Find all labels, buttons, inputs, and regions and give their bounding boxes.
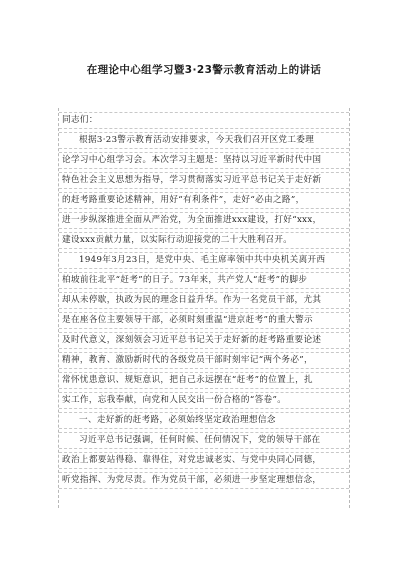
document-title: 在理论中心组学习暨3·23警示教育活动上的讲话 (86, 64, 322, 76)
text-line: 政治上都要站得稳、靠得住，对党忠诚老实、与党中央同心同德， (59, 452, 349, 469)
text-line: 柏坡前往北平“赶考”的日子。73年来，共产党人“赶考”的脚步 (59, 272, 349, 289)
text-line: 及时代意义，深刻领会习近平总书记关于走好新的赶考路重要论述 (59, 332, 349, 349)
text-line: 是在座各位主要领导干部，必须时刻重温“进京赶考”的重大警示 (59, 312, 349, 329)
text-line: 1949年3月23日，是党中央、毛主席率领中共中央机关离开西 (59, 252, 349, 269)
text-line: 特色社会主义思想为指导，学习贯彻落实习近平总书记关于走好新 (59, 172, 349, 189)
section-heading: 一、走好新的赶考路，必须始终坚定政治理想信念 (59, 412, 349, 429)
text-line: 建设xxx贡献力量，以实际行动迎接党的二十大胜利召开。 (59, 232, 349, 249)
text-line: 同志们： (59, 112, 349, 129)
text-line: 习近平总书记强调，任何时候、任何情况下，党的领导干部在 (59, 432, 349, 449)
text-line: 常怀忧患意识、规矩意识，把自己永远摆在“赶考”的位置上，扎 (59, 372, 349, 389)
text-line: 却从未停歇，执政为民的理念日益升华。作为一名党员干部，尤其 (59, 292, 349, 309)
text-line: 实工作，忘我奉献，向党和人民交出一份合格的“答卷”。 (59, 392, 349, 409)
text-line: 论学习中心组学习会。本次学习主题是：坚持以习近平新时代中国 (59, 152, 349, 169)
text-line: 听党指挥、为党尽责。作为党员干部，必须进一步坚定理想信念， (59, 472, 349, 489)
text-line: 根据3·23警示教育活动安排要求，今天我们召开区党工委理 (59, 132, 349, 149)
text-line: 精神，教育、激励新时代的各级党员干部时刻牢记“两个务必”， (59, 352, 349, 369)
text-line: 进一步纵深推进全面从严治党，为全面推进xxx建设，打好“xxx， (59, 212, 349, 229)
text-line: 的赶考路重要论述精神，用好“有利条件”，走好“必由之路”， (59, 192, 349, 209)
document-body (58, 108, 350, 508)
